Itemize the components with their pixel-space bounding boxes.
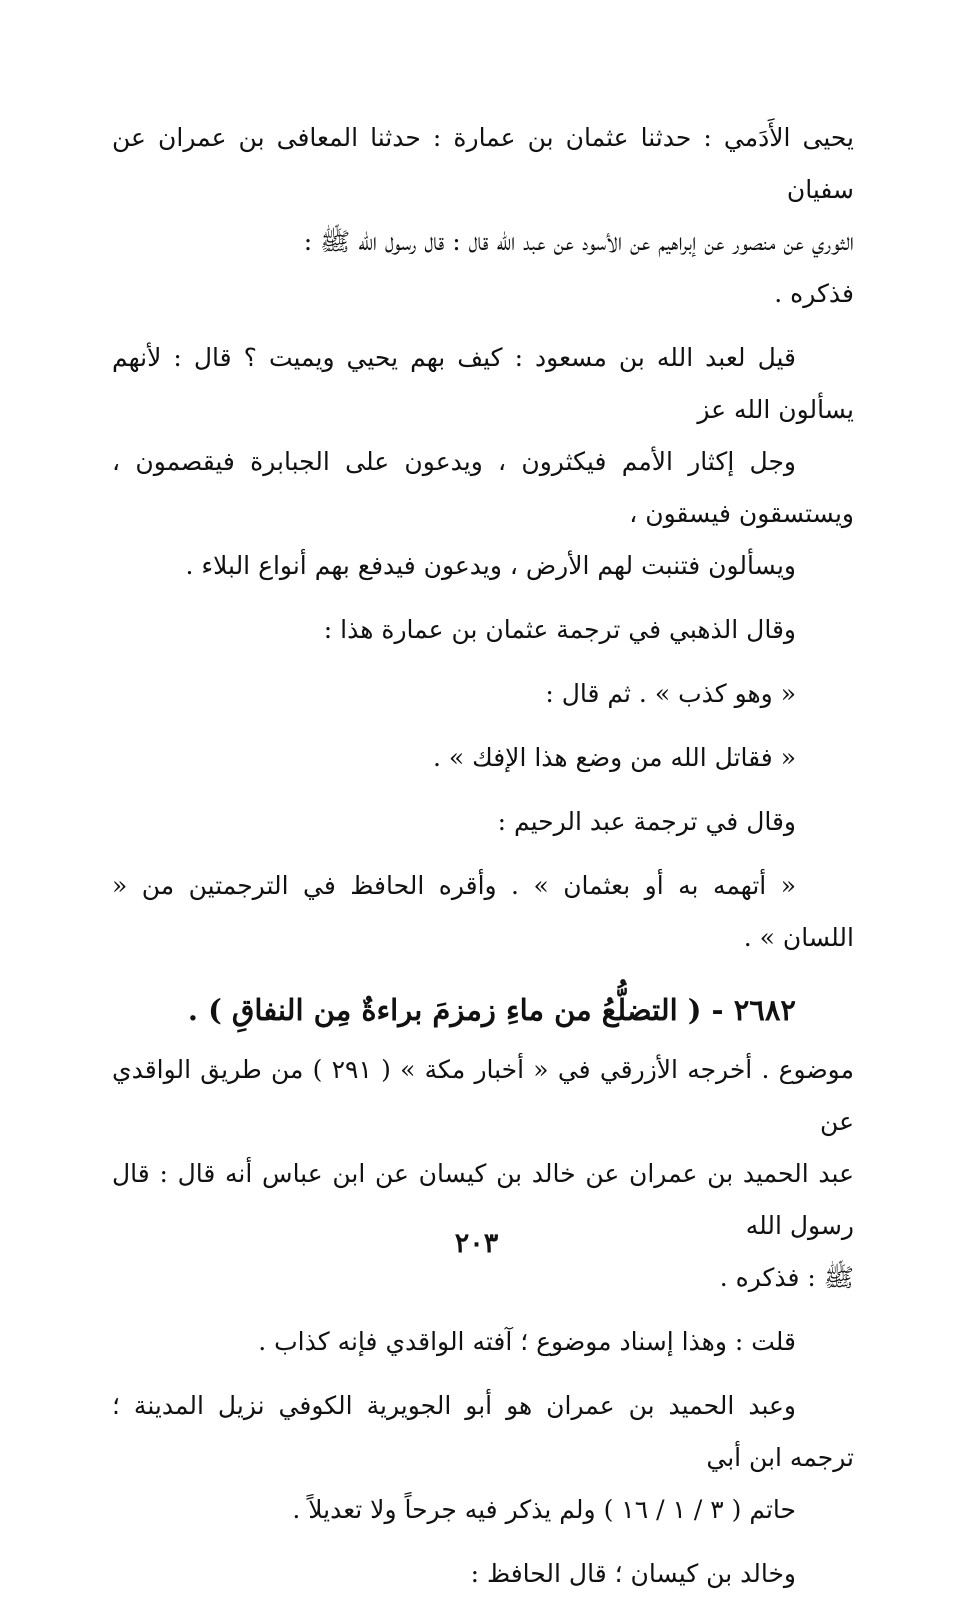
- text-line: وخالد بن كيسان ؛ قال الحافظ :: [470, 1559, 796, 1588]
- text-line: وجل إكثار الأمم فيكثرون ، ويدعون على الجبابرة فيقصمون ، ويستسقون فيسقون ،: [112, 447, 854, 528]
- text-line: ويسألون فتنبت لهم الأرض ، ويدعون فيدفع بهم أنواع البلاء .: [185, 551, 796, 580]
- text-line: « أتهمه به أو بعثمان » . وأقره الحافظ في الترجمتين من « اللسان » .: [112, 871, 854, 952]
- text-line: عبد الحميد بن عمران عن خالد بن كيسان عن ابن عباس أنه قال : قال رسول الله: [112, 1159, 854, 1240]
- text-line: الثوري عن منصور عن إبراهيم عن الأسود عن عبد الله قال : قال رسول الله ﷺ :: [303, 227, 854, 256]
- text-line: قلت : وهذا إسناد موضوع ؛ آفته الواقدي فإنه كذاب .: [258, 1327, 796, 1356]
- text-line: فذكره .: [774, 279, 854, 308]
- text-line: موضوع . أخرجه الأزرقي في « أخبار مكة » ( ٢٩١ ) من طريق الواقدي عن: [112, 1055, 854, 1136]
- text-line: « فقاتل الله من وضع هذا الإفك » .: [433, 743, 796, 772]
- page-number: ٢٠٣: [454, 1228, 499, 1259]
- text-line: وقال الذهبي في ترجمة عثمان بن عمارة هذا :: [323, 615, 796, 644]
- text-line: يحيى الأَدَمي : حدثنا عثمان بن عمارة : حدثنا المعافى بن عمران عن سفيان: [112, 123, 854, 204]
- page-body: [112, 112, 854, 1588]
- quote-faqatala: [112, 732, 854, 784]
- paragraph-qil: [112, 332, 854, 592]
- quote-ittahamahu: [112, 860, 854, 964]
- paragraph-opening: [112, 112, 854, 320]
- paragraph-khalid: [112, 1548, 854, 1600]
- quote-kadhib: [112, 668, 854, 720]
- paragraph-qultu: [112, 1316, 854, 1368]
- paragraph-abd-al-hamid: [112, 1380, 854, 1536]
- text-line: قيل لعبد الله بن مسعود : كيف بهم يحيي ويميت ؟ قال : لأنهم يسألون الله عز: [112, 343, 854, 424]
- text-line: ﷺ : فذكره .: [719, 1263, 854, 1292]
- text-line: وعبد الحميد بن عمران هو أبو الجويرية الكوفي نزيل المدينة ؛ ترجمه ابن أبي: [112, 1391, 854, 1472]
- text-line: وقال في ترجمة عبد الرحيم :: [497, 807, 796, 836]
- hadith-heading: ٢٦٨٢ - ( التضلُّعُ من ماءِ زمزمَ براءةٌ مِن النفاقِ ) .: [187, 993, 796, 1027]
- paragraph-abd-al-rahim: [112, 796, 854, 848]
- text-line: حاتم ( ٣ / ١ / ١٦ ) ولم يذكر فيه جرحاً ولا تعديلاً .: [292, 1495, 796, 1524]
- text-line: « وهو كذب » . ثم قال :: [545, 679, 796, 708]
- paragraph-dhahabi: [112, 604, 854, 656]
- paragraph-mawdu: [112, 1044, 854, 1304]
